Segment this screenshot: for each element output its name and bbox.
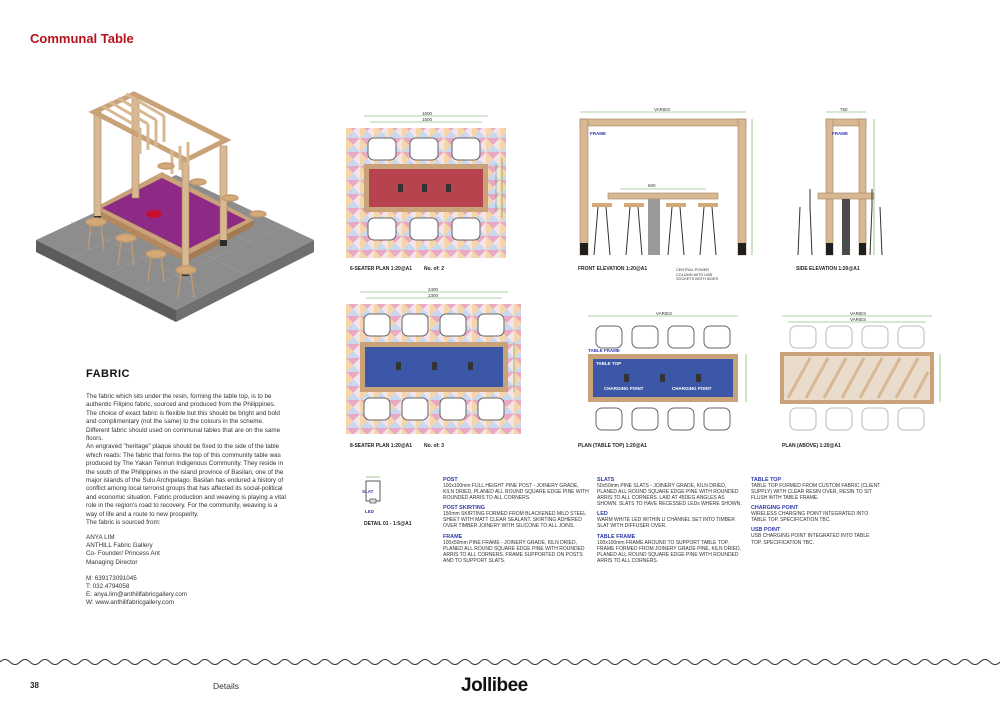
note-title: LED xyxy=(597,511,608,518)
six-seater-plan-drawing xyxy=(346,110,506,260)
drawing-label: 8-SEATER PLAN 1:20@A1 xyxy=(350,443,413,449)
contact-company: ANTHILL Fabric Gallery xyxy=(86,542,153,550)
drawing-label: PLAN (TABLE TOP) 1:20@A1 xyxy=(578,443,647,449)
dim-text: VARIES xyxy=(654,107,671,112)
dim-text: CHARGING POINT xyxy=(672,386,712,391)
note-text: 100x100mm FRAME AROUND TO SUPPORT TABLE TOP, FRAME FORMED FROM JOINERY GRADE PINE, KILN DRIED, PLANED ALL ROUND SQUARE EDGE PINE WITH ROUNDED ARRIS TO ALL CORNERS. xyxy=(597,539,741,564)
footer-wavy-divider xyxy=(0,656,1000,668)
note-text: WARM WHITE LED WITHIN U CHANNEL SET INTO TIMBER SLAT WITH DIFFUSER OVER. xyxy=(597,517,735,530)
contact-tel: T: 032.4794058 xyxy=(86,583,130,591)
contact-email: E: anya.lim@anthillfabricgallery.com xyxy=(86,591,188,599)
note-title: TABLE FRAME xyxy=(597,533,636,540)
dim-text: FRAME xyxy=(590,131,606,136)
note-title: SLATS xyxy=(597,477,615,483)
dim-text: FRAME xyxy=(832,131,848,136)
page-title: Communal Table xyxy=(30,31,134,46)
dim-text: LED xyxy=(365,509,374,514)
power-column-note: CENTRAL POWER COLUMN WITH USB SOCKETS BOTH SIDES xyxy=(676,268,719,282)
notes-column-3 xyxy=(751,473,881,546)
contact-name: ANYA LIM xyxy=(86,534,115,541)
drawing-count: No. of: 2 xyxy=(424,266,444,272)
detail-drawing xyxy=(360,475,390,519)
front-elevation-drawing xyxy=(568,105,758,265)
note-title: TABLE TOP xyxy=(751,477,782,483)
note-title: CHARGING POINT xyxy=(751,505,799,512)
fabric-description xyxy=(86,393,286,528)
section-label: Details xyxy=(213,681,239,691)
drawing-label: FRONT ELEVATION 1:20@A1 xyxy=(578,266,648,272)
isometric-table-render xyxy=(36,90,316,360)
contact-role: Managing Director xyxy=(86,558,138,566)
note-text: USB CHARGING POINT INTEGRATED INTO TABLE TOP. SPECIFICATION TBC. xyxy=(751,533,870,546)
dim-text: TABLE TOP xyxy=(596,361,622,366)
dim-text: 2300 xyxy=(428,293,439,298)
dim-text: TABLE FRAME xyxy=(588,348,620,353)
eight-seater-plan-drawing xyxy=(346,288,521,436)
dim-text: VARIES xyxy=(656,311,673,316)
note-title: POST xyxy=(443,477,458,483)
page-number: 38 xyxy=(30,681,39,690)
drawing-label: DETAIL 01 - 1:5@A1 xyxy=(364,521,412,527)
contact-mobile: M: 639173091045 xyxy=(86,574,137,582)
note-text: 50x50mm PINE SLATS - JOINERY GRADE, KILN DRIED, PLANED ALL ROUND SQUARE EDGE PINE WITH ROUNDED ARRIS TO ALL CORNERS. LAID AT 45DEG ANGLES AS SHOWN. SLATS TO HAVE RECESSED LEDs WHERE SHOWN. xyxy=(597,483,742,508)
jollibee-logo: Jollibee xyxy=(461,675,528,696)
dim-text: 600 xyxy=(648,183,656,188)
dim-text: SLAT xyxy=(362,489,374,494)
dim-text: 2400 xyxy=(428,288,439,292)
contact-web: W: www.anthillfabricgallery.com xyxy=(86,599,174,607)
dim-text: CHARGING POINT xyxy=(604,386,644,391)
fabric-paragraph: The fabric which sits under the resin, forming the table top, is to be authentic Filipino fabric, sourced and produced from the Philippines. The choice of exact fabric is flexible but this should be bright and bold and complimentary (not the same) to the colours in the scheme. Different fabric should used on communal tables that are on the same floors. xyxy=(86,393,281,443)
dim-text: VARIES xyxy=(850,311,867,316)
note-text: WIRELESS CHARGING POINT INTEGRATED INTO TABLE TOP. SPECIFICATION TBC. xyxy=(751,511,869,524)
notes-column-1 xyxy=(443,473,589,564)
fabric-paragraph: The fabric is sourced from: xyxy=(86,519,161,527)
drawing-label: 6-SEATER PLAN 1:20@A1 xyxy=(350,266,413,272)
notes-column-2 xyxy=(597,473,743,564)
note-title: FRAME xyxy=(443,533,463,540)
note-text: TABLE TOP FORMED FROM CUSTOM FABRIC (CLIENT SUPPLY) WITH CLEAR RESIN OVER, RESIN TO SIT FLUSH WITH TABLE FRAME. xyxy=(751,483,881,502)
plan-table-top-drawing xyxy=(580,310,760,440)
note-title: USB POINT xyxy=(751,527,781,534)
dim-text: 750 xyxy=(840,107,848,112)
note-text: 100x50mm PINE FRAME - JOINERY GRADE, KILN DRIED, PLANED ALL ROUND SQUARE EDGE PINE WITH ROUNDED ARRIS TO ALL CORNERS. FRAME SUPPORTED ON POSTS AND TO SUPPORT SLATS. xyxy=(443,539,585,564)
note-title: POST SKIRTING xyxy=(443,505,485,512)
plan-above-drawing xyxy=(770,310,950,440)
side-elevation-drawing xyxy=(788,105,888,265)
drawing-count: No. of: 3 xyxy=(424,443,444,449)
drawing-label: SIDE ELEVATION 1:20@A1 xyxy=(796,266,860,272)
fabric-contact xyxy=(86,534,286,608)
note-text: 100x100mm FULL HEIGHT PINE POST - JOINERY GRADE, KILN DRIED, PLANED ALL ROUND SQUARE EDGE PINE WITH ROUNDED ARRIS TO ALL CORNERS. xyxy=(443,483,589,502)
fabric-heading: FABRIC xyxy=(86,368,130,380)
dim-text: 1500 xyxy=(422,117,433,122)
drawing-label: PLAN (ABOVE) 1:20@A1 xyxy=(782,443,841,449)
note-text: 150mm SKIRTING FORMED FROM BLACKENED MILD STEEL SHEET WITH MATT CLEAR SEALANT. SKIRTING ADHERED OVER TIMBER JOINERY WITH SILICONE TO ALL JOINS. xyxy=(443,511,586,530)
dim-text: VARIES xyxy=(850,317,867,322)
fabric-paragraph: An engraved "heritage" plaque should be fixed to the side of the table which reads: The fabric that forms the top of this community table was produced by The Yakan Tennun Indigenous Community. They reside in the south of the Philippines in the island province of Basilan, one of the major islands of the Sulu Archipelago. Basilan has endured a history of conflict among local terrorist groups that has affected its social-political and economic situation. Fabric production and weaving is playing a vital role in the region's road to recovery. For the community, weaving is a way of life and a route to new prosperity. xyxy=(86,443,286,518)
contact-role: Co- Founder/ Princess Ant xyxy=(86,550,160,558)
dim-text: 1600 xyxy=(422,111,433,116)
